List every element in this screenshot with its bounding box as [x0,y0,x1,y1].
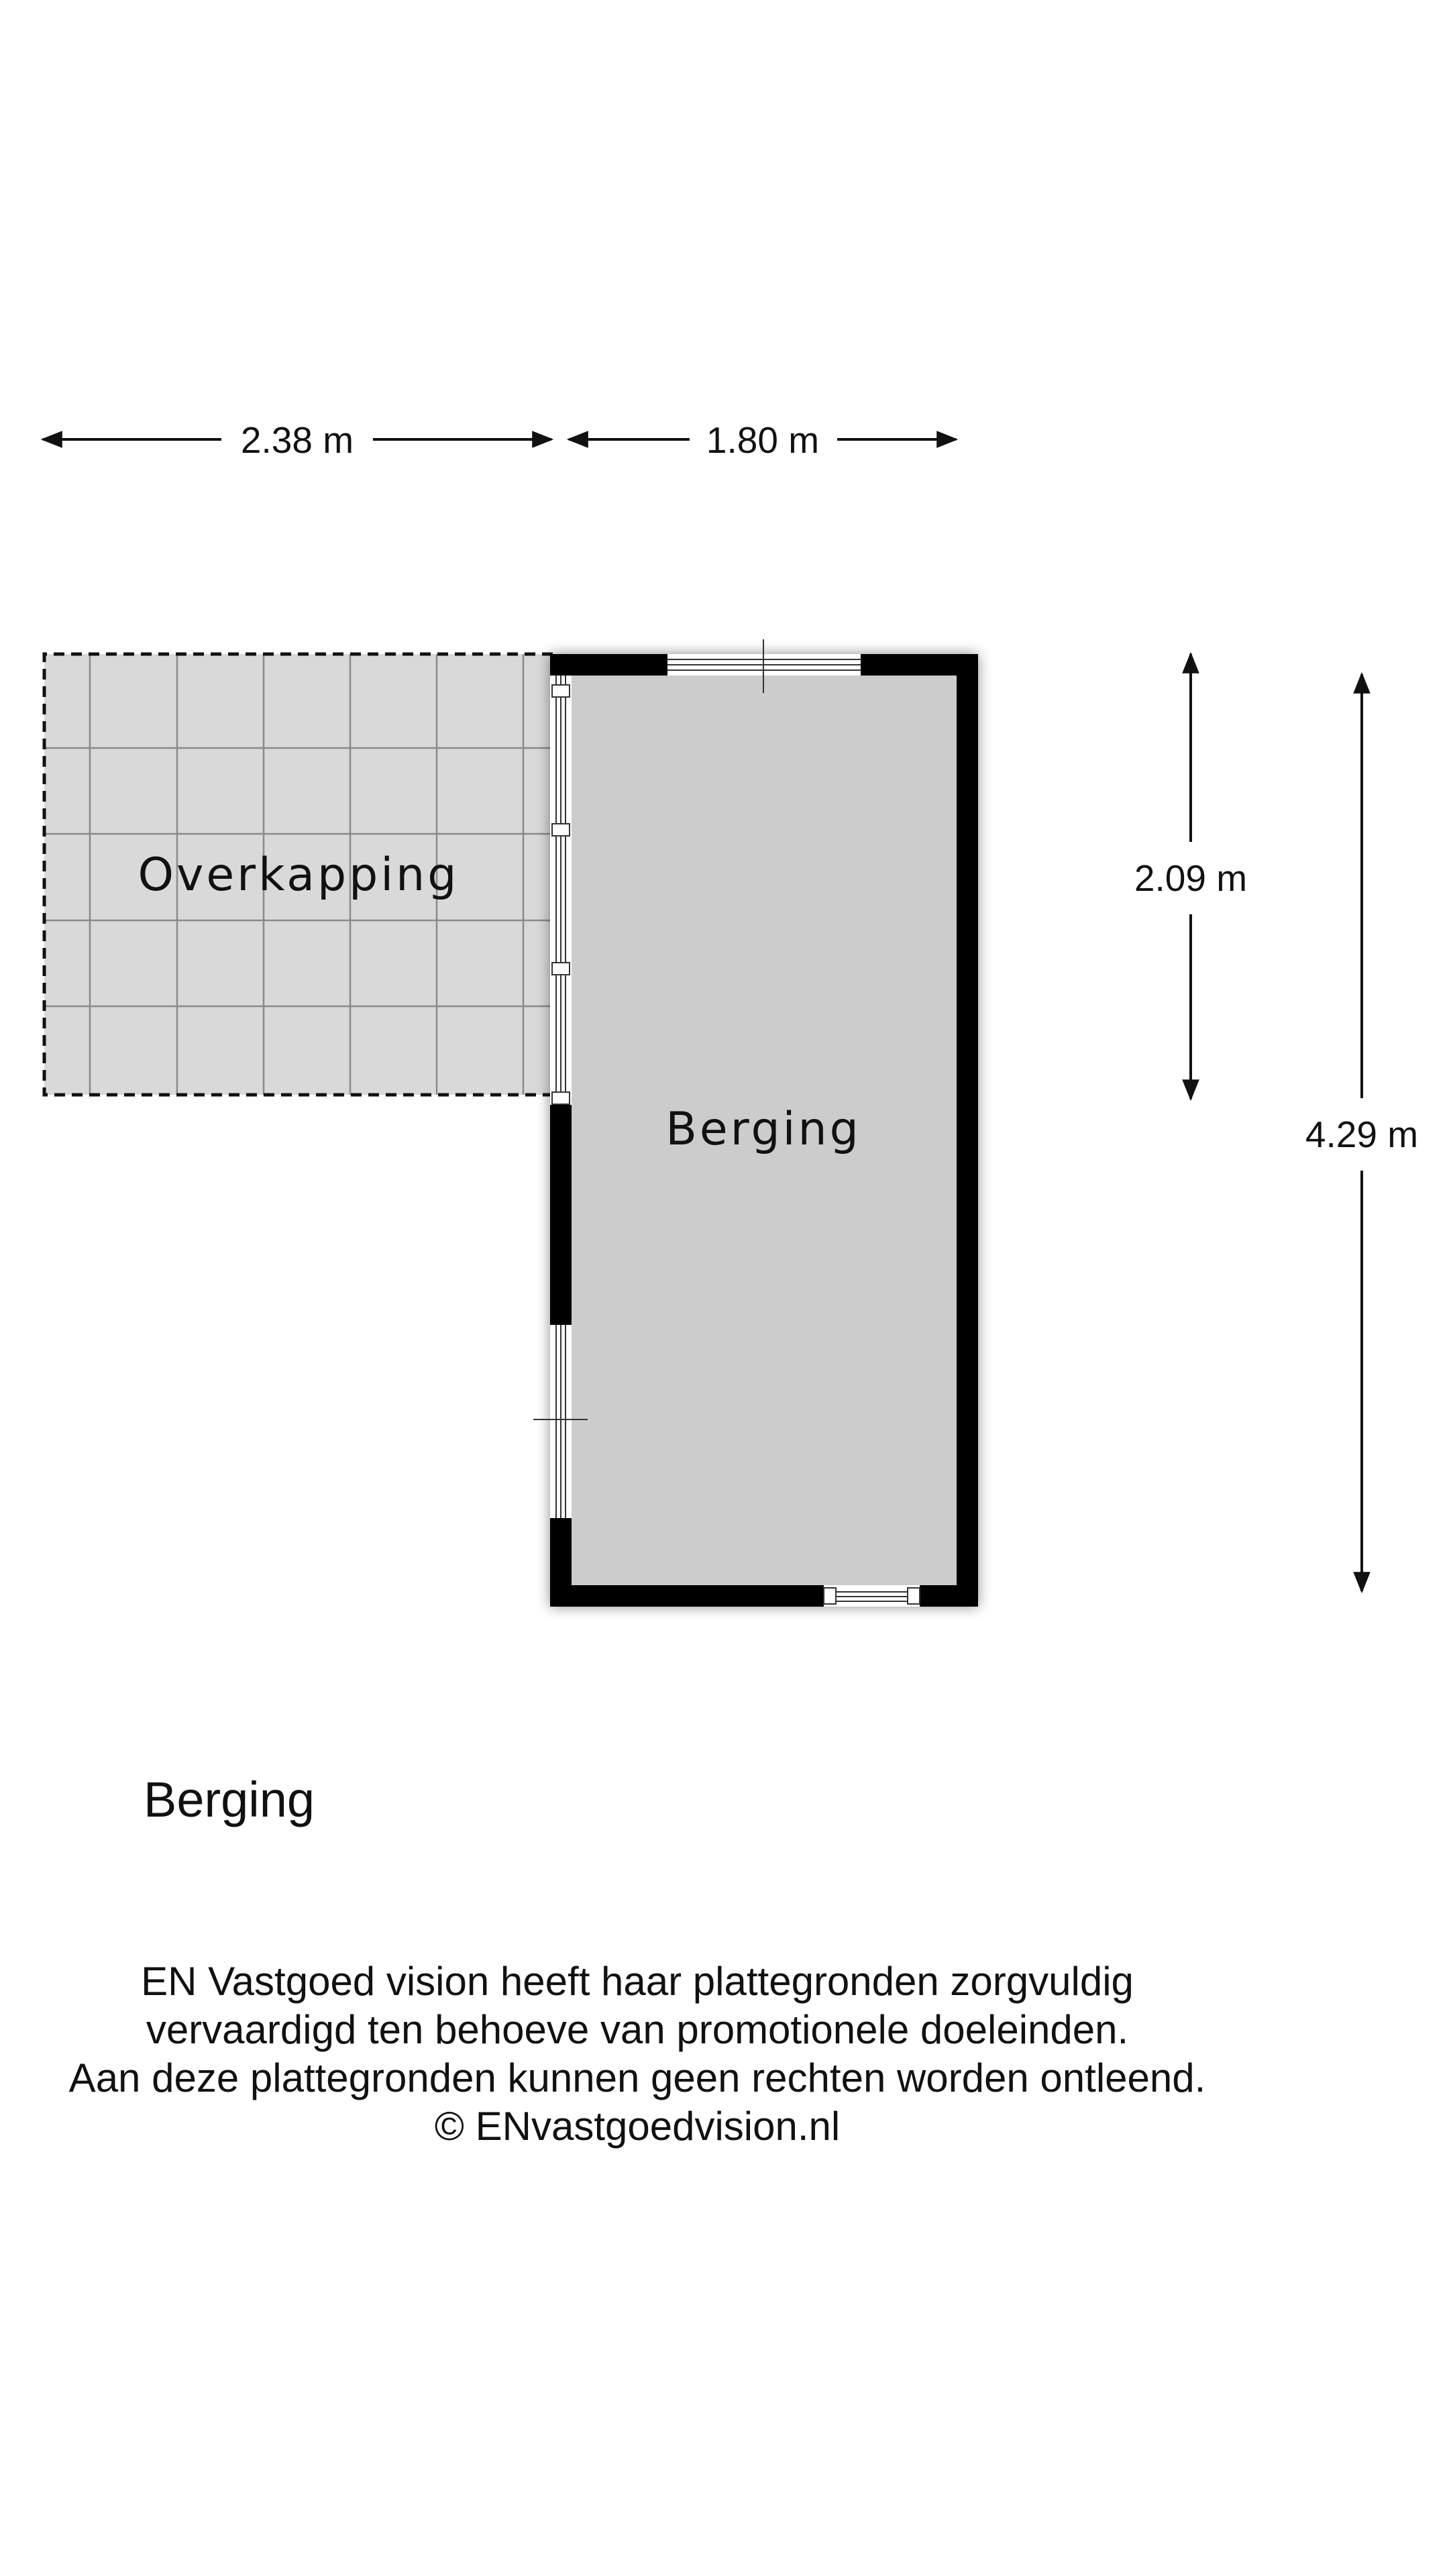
disclaimer-line: Aan deze plattegronden kunnen geen rechten worden ontleend. [68,2055,1206,2100]
floor-label: Berging [144,1772,315,1827]
disclaimer [0,1957,1275,2151]
dimension-overkapping-width [43,419,551,461]
disclaimer-line: EN Vastgoed vision heeft haar plattegronden zorgvuldig [141,1959,1134,2004]
dimension-overkapping-width-label: 2.38 m [240,419,354,461]
copyright-line: © ENvastgoedvision.nl [434,2104,841,2149]
dimension-overkapping-depth-label: 2.09 m [1134,857,1248,899]
room-berging [533,639,978,1607]
dimension-berging-depth-label: 4.29 m [1305,1114,1419,1155]
dimension-berging-width [569,419,956,461]
dimension-overkapping-depth [1134,654,1247,1099]
dimension-berging-width-label: 1.80 m [706,419,820,461]
room-berging-label: Berging [665,1103,861,1156]
window-left-upper [550,676,572,1105]
window-bottom [824,1585,920,1607]
dimension-berging-depth [1305,674,1418,1591]
disclaimer-line: vervaardigd ten behoeve van promotionele doeleinden. [146,2007,1129,2052]
room-overkapping-label: Overkapping [138,849,460,902]
room-overkapping [44,654,553,1095]
